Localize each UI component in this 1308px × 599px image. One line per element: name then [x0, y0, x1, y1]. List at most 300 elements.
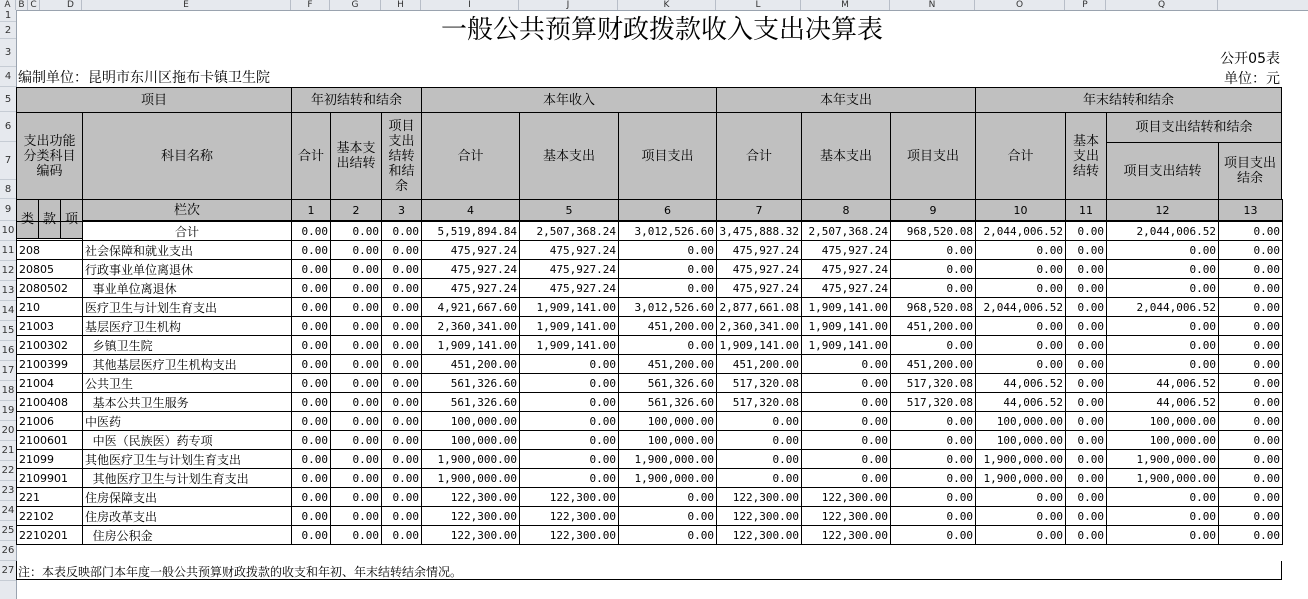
subject-name-cell[interactable]: 社会保障和就业支出	[83, 241, 292, 260]
value-cell[interactable]: 0.00	[717, 431, 802, 450]
subject-name-cell[interactable]: 事业单位离退休	[83, 279, 292, 298]
value-cell[interactable]: 1,900,000.00	[619, 450, 717, 469]
value-cell[interactable]: 968,520.08	[891, 298, 976, 317]
value-cell[interactable]: 0.00	[802, 393, 891, 412]
value-cell[interactable]: 561,326.60	[619, 374, 717, 393]
value-cell[interactable]: 0.00	[717, 412, 802, 431]
value-cell[interactable]: 0.00	[1219, 412, 1283, 431]
value-cell[interactable]: 0.00	[1219, 336, 1283, 355]
subject-code-cell[interactable]: 2100408	[17, 393, 83, 412]
value-cell[interactable]: 0.00	[891, 279, 976, 298]
value-cell[interactable]: 44,006.52	[1107, 393, 1219, 412]
value-cell[interactable]: 0.00	[1219, 374, 1283, 393]
value-cell[interactable]: 0.00	[292, 241, 331, 260]
value-cell[interactable]: 100,000.00	[619, 412, 717, 431]
column-letter[interactable]: O	[975, 0, 1065, 10]
value-cell[interactable]: 122,300.00	[422, 507, 520, 526]
subject-code-cell[interactable]: 2210201	[17, 526, 83, 545]
value-cell[interactable]: 2,044,006.52	[1107, 298, 1219, 317]
value-cell[interactable]: 0.00	[619, 260, 717, 279]
value-cell[interactable]: 0.00	[520, 393, 619, 412]
value-cell[interactable]: 1,909,141.00	[717, 336, 802, 355]
value-cell[interactable]: 0.00	[331, 450, 382, 469]
subject-code-cell[interactable]: 221	[17, 488, 83, 507]
subject-code-cell[interactable]: 2080502	[17, 279, 83, 298]
value-cell[interactable]: 122,300.00	[520, 507, 619, 526]
row-number[interactable]: 16	[0, 341, 16, 361]
value-cell[interactable]: 2,877,661.08	[717, 298, 802, 317]
value-cell[interactable]: 475,927.24	[422, 260, 520, 279]
value-cell[interactable]: 0.00	[292, 412, 331, 431]
value-cell[interactable]: 0.00	[1066, 488, 1107, 507]
row-number[interactable]: 8	[0, 180, 16, 199]
value-cell[interactable]: 475,927.24	[422, 241, 520, 260]
value-cell[interactable]: 1,909,141.00	[520, 317, 619, 336]
value-cell[interactable]: 0.00	[619, 241, 717, 260]
value-cell[interactable]: 0.00	[976, 526, 1066, 545]
value-cell[interactable]: 0.00	[1066, 374, 1107, 393]
value-cell[interactable]: 0.00	[1219, 469, 1283, 488]
value-cell[interactable]: 561,326.60	[422, 393, 520, 412]
column-letter[interactable]: N	[890, 0, 975, 10]
subject-name-cell[interactable]: 住房改革支出	[83, 507, 292, 526]
value-cell[interactable]: 1,900,000.00	[422, 450, 520, 469]
value-cell[interactable]: 0.00	[1219, 355, 1283, 374]
value-cell[interactable]: 0.00	[891, 450, 976, 469]
subject-code-cell[interactable]: 2109901	[17, 469, 83, 488]
value-cell[interactable]: 0.00	[331, 374, 382, 393]
value-cell[interactable]: 0.00	[382, 526, 422, 545]
value-cell[interactable]: 0.00	[331, 393, 382, 412]
subject-code-cell[interactable]: 20805	[17, 260, 83, 279]
value-cell[interactable]: 0.00	[292, 488, 331, 507]
row-number[interactable]: 20	[0, 421, 16, 441]
value-cell[interactable]: 0.00	[292, 431, 331, 450]
value-cell[interactable]: 0.00	[331, 488, 382, 507]
row-number[interactable]: 4	[0, 67, 16, 87]
value-cell[interactable]: 3,012,526.60	[619, 298, 717, 317]
value-cell[interactable]: 122,300.00	[802, 526, 891, 545]
column-letter[interactable]: J	[519, 0, 618, 10]
subject-name-cell[interactable]: 公共卫生	[83, 374, 292, 393]
column-letter[interactable]: L	[716, 0, 801, 10]
value-cell[interactable]: 44,006.52	[1107, 374, 1219, 393]
value-cell[interactable]: 0.00	[1066, 450, 1107, 469]
value-cell[interactable]: 451,200.00	[891, 317, 976, 336]
subject-code-cell[interactable]: 208	[17, 241, 83, 260]
value-cell[interactable]: 0.00	[520, 431, 619, 450]
subject-name-cell[interactable]: 行政事业单位离退休	[83, 260, 292, 279]
value-cell[interactable]: 451,200.00	[422, 355, 520, 374]
value-cell[interactable]: 0.00	[292, 355, 331, 374]
row-number[interactable]: 5	[0, 87, 16, 112]
value-cell[interactable]: 0.00	[891, 412, 976, 431]
value-cell[interactable]: 2,044,006.52	[976, 222, 1066, 241]
value-cell[interactable]: 0.00	[1219, 393, 1283, 412]
subject-name-cell[interactable]: 住房公积金	[83, 526, 292, 545]
value-cell[interactable]: 0.00	[976, 507, 1066, 526]
value-cell[interactable]: 517,320.08	[891, 374, 976, 393]
value-cell[interactable]: 517,320.08	[891, 393, 976, 412]
value-cell[interactable]: 1,909,141.00	[802, 336, 891, 355]
value-cell[interactable]: 3,475,888.32	[717, 222, 802, 241]
value-cell[interactable]: 0.00	[382, 469, 422, 488]
value-cell[interactable]: 122,300.00	[717, 488, 802, 507]
value-cell[interactable]: 475,927.24	[717, 279, 802, 298]
value-cell[interactable]: 0.00	[1066, 526, 1107, 545]
subject-code-cell[interactable]: 21004	[17, 374, 83, 393]
value-cell[interactable]: 0.00	[331, 431, 382, 450]
value-cell[interactable]: 968,520.08	[891, 222, 976, 241]
value-cell[interactable]: 0.00	[382, 374, 422, 393]
value-cell[interactable]: 5,519,894.84	[422, 222, 520, 241]
value-cell[interactable]: 0.00	[382, 507, 422, 526]
subject-name-cell[interactable]: 乡镇卫生院	[83, 336, 292, 355]
value-cell[interactable]: 0.00	[619, 336, 717, 355]
value-cell[interactable]: 0.00	[1107, 336, 1219, 355]
value-cell[interactable]: 3,012,526.60	[619, 222, 717, 241]
value-cell[interactable]: 122,300.00	[802, 488, 891, 507]
value-cell[interactable]: 0.00	[292, 317, 331, 336]
subject-code-cell[interactable]: 2100399	[17, 355, 83, 374]
value-cell[interactable]: 0.00	[1066, 336, 1107, 355]
value-cell[interactable]: 0.00	[1066, 393, 1107, 412]
subject-name-cell[interactable]: 合计	[83, 222, 292, 241]
value-cell[interactable]: 0.00	[891, 507, 976, 526]
value-cell[interactable]: 2,360,341.00	[422, 317, 520, 336]
row-number[interactable]: 1	[0, 10, 16, 22]
value-cell[interactable]: 0.00	[520, 450, 619, 469]
subject-name-cell[interactable]: 基层医疗卫生机构	[83, 317, 292, 336]
value-cell[interactable]: 517,320.08	[717, 393, 802, 412]
value-cell[interactable]: 475,927.24	[717, 260, 802, 279]
subject-name-cell[interactable]: 其他医疗卫生与计划生育支出	[83, 450, 292, 469]
subject-code-cell[interactable]	[17, 222, 83, 241]
value-cell[interactable]: 100,000.00	[1107, 412, 1219, 431]
value-cell[interactable]: 0.00	[331, 298, 382, 317]
value-cell[interactable]: 0.00	[802, 469, 891, 488]
value-cell[interactable]: 0.00	[1107, 317, 1219, 336]
value-cell[interactable]: 0.00	[1066, 507, 1107, 526]
column-letter[interactable]: A	[0, 0, 16, 10]
value-cell[interactable]: 0.00	[1219, 526, 1283, 545]
value-cell[interactable]: 0.00	[802, 431, 891, 450]
value-cell[interactable]: 0.00	[1066, 317, 1107, 336]
row-number[interactable]: 22	[0, 461, 16, 481]
value-cell[interactable]: 4,921,667.60	[422, 298, 520, 317]
subject-name-cell[interactable]: 其他医疗卫生与计划生育支出	[83, 469, 292, 488]
value-cell[interactable]: 0.00	[331, 279, 382, 298]
value-cell[interactable]: 1,909,141.00	[520, 298, 619, 317]
value-cell[interactable]: 0.00	[382, 298, 422, 317]
value-cell[interactable]: 100,000.00	[619, 431, 717, 450]
value-cell[interactable]: 0.00	[1066, 279, 1107, 298]
subject-name-cell[interactable]: 住房保障支出	[83, 488, 292, 507]
row-number[interactable]: 21	[0, 441, 16, 461]
column-letter[interactable]: D	[60, 0, 82, 10]
column-letter[interactable]: K	[618, 0, 716, 10]
value-cell[interactable]: 0.00	[802, 412, 891, 431]
value-cell[interactable]: 451,200.00	[891, 355, 976, 374]
column-letter[interactable]: I	[421, 0, 519, 10]
value-cell[interactable]: 0.00	[717, 450, 802, 469]
value-cell[interactable]: 0.00	[292, 450, 331, 469]
value-cell[interactable]: 0.00	[1066, 355, 1107, 374]
value-cell[interactable]: 0.00	[1219, 317, 1283, 336]
value-cell[interactable]: 100,000.00	[422, 431, 520, 450]
value-cell[interactable]: 0.00	[382, 317, 422, 336]
value-cell[interactable]: 2,507,368.24	[802, 222, 891, 241]
value-cell[interactable]: 0.00	[717, 469, 802, 488]
value-cell[interactable]: 0.00	[976, 488, 1066, 507]
value-cell[interactable]: 0.00	[976, 279, 1066, 298]
value-cell[interactable]: 1,909,141.00	[422, 336, 520, 355]
value-cell[interactable]: 0.00	[802, 355, 891, 374]
value-cell[interactable]: 475,927.24	[802, 279, 891, 298]
value-cell[interactable]: 0.00	[292, 298, 331, 317]
value-cell[interactable]: 0.00	[382, 488, 422, 507]
value-cell[interactable]: 0.00	[1066, 222, 1107, 241]
value-cell[interactable]: 0.00	[292, 526, 331, 545]
column-letter[interactable]: F	[291, 0, 330, 10]
value-cell[interactable]: 0.00	[619, 507, 717, 526]
value-cell[interactable]: 0.00	[331, 317, 382, 336]
row-number[interactable]: 23	[0, 481, 16, 501]
row-number[interactable]: 19	[0, 401, 16, 421]
value-cell[interactable]: 0.00	[1107, 355, 1219, 374]
subject-code-cell[interactable]: 21003	[17, 317, 83, 336]
subject-code-cell[interactable]: 2100302	[17, 336, 83, 355]
value-cell[interactable]: 451,200.00	[717, 355, 802, 374]
value-cell[interactable]: 0.00	[1107, 488, 1219, 507]
subject-name-cell[interactable]: 中医药	[83, 412, 292, 431]
column-letter[interactable]: P	[1065, 0, 1106, 10]
value-cell[interactable]: 475,927.24	[717, 241, 802, 260]
column-letter[interactable]: G	[330, 0, 381, 10]
value-cell[interactable]: 0.00	[976, 317, 1066, 336]
row-number[interactable]: 14	[0, 301, 16, 321]
value-cell[interactable]: 0.00	[976, 260, 1066, 279]
value-cell[interactable]: 0.00	[331, 222, 382, 241]
row-number[interactable]: 17	[0, 361, 16, 381]
value-cell[interactable]: 0.00	[292, 222, 331, 241]
value-cell[interactable]: 561,326.60	[422, 374, 520, 393]
row-number[interactable]: 25	[0, 521, 16, 541]
value-cell[interactable]: 0.00	[619, 279, 717, 298]
value-cell[interactable]: 0.00	[331, 241, 382, 260]
row-number[interactable]: 18	[0, 381, 16, 401]
value-cell[interactable]: 0.00	[1219, 431, 1283, 450]
value-cell[interactable]: 2,044,006.52	[976, 298, 1066, 317]
column-letter[interactable]: B	[16, 0, 28, 10]
value-cell[interactable]: 0.00	[331, 260, 382, 279]
value-cell[interactable]: 475,927.24	[422, 279, 520, 298]
value-cell[interactable]: 0.00	[382, 412, 422, 431]
row-number[interactable]: 10	[0, 221, 16, 241]
value-cell[interactable]: 0.00	[1219, 260, 1283, 279]
value-cell[interactable]: 0.00	[619, 526, 717, 545]
row-number[interactable]: 2	[0, 22, 16, 39]
value-cell[interactable]: 1,909,141.00	[802, 298, 891, 317]
value-cell[interactable]: 0.00	[382, 355, 422, 374]
row-number[interactable]: 27	[0, 561, 16, 581]
value-cell[interactable]: 0.00	[292, 374, 331, 393]
value-cell[interactable]: 0.00	[976, 241, 1066, 260]
row-number[interactable]: 6	[0, 112, 16, 142]
value-cell[interactable]: 475,927.24	[520, 260, 619, 279]
value-cell[interactable]: 1,909,141.00	[520, 336, 619, 355]
value-cell[interactable]: 0.00	[619, 488, 717, 507]
value-cell[interactable]: 0.00	[1066, 298, 1107, 317]
value-cell[interactable]: 0.00	[292, 336, 331, 355]
value-cell[interactable]: 1,900,000.00	[619, 469, 717, 488]
value-cell[interactable]: 0.00	[891, 336, 976, 355]
subject-code-cell[interactable]: 21099	[17, 450, 83, 469]
value-cell[interactable]: 0.00	[520, 412, 619, 431]
row-number[interactable]: 11	[0, 241, 16, 261]
value-cell[interactable]: 0.00	[1219, 279, 1283, 298]
value-cell[interactable]: 0.00	[1066, 469, 1107, 488]
value-cell[interactable]: 0.00	[1107, 507, 1219, 526]
value-cell[interactable]: 0.00	[382, 260, 422, 279]
row-number[interactable]: 7	[0, 142, 16, 180]
value-cell[interactable]: 0.00	[802, 450, 891, 469]
subject-code-cell[interactable]: 210	[17, 298, 83, 317]
row-number[interactable]: 24	[0, 501, 16, 521]
value-cell[interactable]: 0.00	[292, 260, 331, 279]
value-cell[interactable]: 0.00	[1107, 279, 1219, 298]
value-cell[interactable]: 0.00	[331, 412, 382, 431]
value-cell[interactable]: 475,927.24	[802, 241, 891, 260]
value-cell[interactable]: 44,006.52	[976, 374, 1066, 393]
value-cell[interactable]: 0.00	[1107, 526, 1219, 545]
value-cell[interactable]: 0.00	[891, 260, 976, 279]
subject-name-cell[interactable]: 其他基层医疗卫生机构支出	[83, 355, 292, 374]
value-cell[interactable]: 122,300.00	[520, 526, 619, 545]
value-cell[interactable]: 0.00	[292, 469, 331, 488]
value-cell[interactable]: 451,200.00	[619, 355, 717, 374]
value-cell[interactable]: 0.00	[382, 241, 422, 260]
column-letter[interactable]: M	[801, 0, 890, 10]
value-cell[interactable]: 100,000.00	[976, 412, 1066, 431]
value-cell[interactable]: 0.00	[382, 279, 422, 298]
value-cell[interactable]: 0.00	[802, 374, 891, 393]
value-cell[interactable]: 0.00	[331, 526, 382, 545]
value-cell[interactable]: 100,000.00	[422, 412, 520, 431]
value-cell[interactable]: 0.00	[891, 469, 976, 488]
value-cell[interactable]: 0.00	[331, 507, 382, 526]
value-cell[interactable]: 0.00	[1219, 488, 1283, 507]
subject-code-cell[interactable]: 22102	[17, 507, 83, 526]
value-cell[interactable]: 1,909,141.00	[802, 317, 891, 336]
value-cell[interactable]: 0.00	[292, 279, 331, 298]
value-cell[interactable]: 0.00	[1219, 222, 1283, 241]
value-cell[interactable]: 1,900,000.00	[1107, 450, 1219, 469]
value-cell[interactable]: 1,900,000.00	[1107, 469, 1219, 488]
value-cell[interactable]: 122,300.00	[717, 526, 802, 545]
value-cell[interactable]: 0.00	[976, 336, 1066, 355]
value-cell[interactable]: 0.00	[382, 431, 422, 450]
value-cell[interactable]: 517,320.08	[717, 374, 802, 393]
column-letter[interactable]: E	[82, 0, 291, 10]
row-number[interactable]: 26	[0, 541, 16, 561]
value-cell[interactable]: 44,006.52	[976, 393, 1066, 412]
value-cell[interactable]: 451,200.00	[619, 317, 717, 336]
value-cell[interactable]: 0.00	[891, 526, 976, 545]
value-cell[interactable]: 0.00	[976, 355, 1066, 374]
row-number[interactable]: 12	[0, 261, 16, 281]
value-cell[interactable]: 0.00	[382, 336, 422, 355]
value-cell[interactable]: 0.00	[520, 469, 619, 488]
value-cell[interactable]: 0.00	[1066, 431, 1107, 450]
value-cell[interactable]: 100,000.00	[1107, 431, 1219, 450]
value-cell[interactable]: 0.00	[1219, 450, 1283, 469]
value-cell[interactable]: 0.00	[292, 507, 331, 526]
column-letter[interactable]: Q	[1106, 0, 1218, 10]
value-cell[interactable]: 1,900,000.00	[976, 450, 1066, 469]
value-cell[interactable]: 0.00	[382, 450, 422, 469]
column-letter[interactable]: C	[28, 0, 40, 10]
value-cell[interactable]: 0.00	[1066, 241, 1107, 260]
value-cell[interactable]: 100,000.00	[976, 431, 1066, 450]
subject-name-cell[interactable]: 医疗卫生与计划生育支出	[83, 298, 292, 317]
value-cell[interactable]: 2,360,341.00	[717, 317, 802, 336]
value-cell[interactable]: 0.00	[1066, 412, 1107, 431]
subject-name-cell[interactable]: 基本公共卫生服务	[83, 393, 292, 412]
value-cell[interactable]: 0.00	[292, 393, 331, 412]
value-cell[interactable]: 0.00	[1066, 260, 1107, 279]
value-cell[interactable]: 0.00	[891, 241, 976, 260]
value-cell[interactable]: 475,927.24	[520, 279, 619, 298]
value-cell[interactable]: 122,300.00	[422, 526, 520, 545]
value-cell[interactable]: 0.00	[520, 374, 619, 393]
value-cell[interactable]: 0.00	[382, 393, 422, 412]
subject-code-cell[interactable]: 21006	[17, 412, 83, 431]
value-cell[interactable]: 0.00	[520, 355, 619, 374]
value-cell[interactable]: 475,927.24	[520, 241, 619, 260]
value-cell[interactable]: 2,044,006.52	[1107, 222, 1219, 241]
value-cell[interactable]: 0.00	[891, 488, 976, 507]
value-cell[interactable]: 2,507,368.24	[520, 222, 619, 241]
row-number[interactable]: 9	[0, 199, 16, 221]
table-row	[17, 431, 1283, 450]
row-number[interactable]: 15	[0, 321, 16, 341]
value-cell[interactable]: 122,300.00	[520, 488, 619, 507]
value-cell[interactable]: 0.00	[331, 469, 382, 488]
value-cell[interactable]: 0.00	[331, 336, 382, 355]
value-cell[interactable]: 0.00	[382, 222, 422, 241]
value-cell[interactable]: 0.00	[1219, 507, 1283, 526]
value-cell[interactable]: 0.00	[1219, 241, 1283, 260]
value-cell[interactable]: 122,300.00	[422, 488, 520, 507]
value-cell[interactable]: 561,326.60	[619, 393, 717, 412]
value-cell[interactable]: 0.00	[1219, 298, 1283, 317]
value-cell[interactable]: 0.00	[1107, 241, 1219, 260]
row-number[interactable]: 3	[0, 39, 16, 67]
subject-code-cell[interactable]: 2100601	[17, 431, 83, 450]
subject-name-cell[interactable]: 中医（民族医）药专项	[83, 431, 292, 450]
value-cell[interactable]: 122,300.00	[802, 507, 891, 526]
row-number[interactable]: 13	[0, 281, 16, 301]
value-cell[interactable]: 0.00	[1107, 260, 1219, 279]
value-cell[interactable]: 122,300.00	[717, 507, 802, 526]
value-cell[interactable]: 1,900,000.00	[422, 469, 520, 488]
value-cell[interactable]: 0.00	[891, 431, 976, 450]
column-letter[interactable]: H	[381, 0, 421, 10]
value-cell[interactable]: 1,900,000.00	[976, 469, 1066, 488]
value-cell[interactable]: 475,927.24	[802, 260, 891, 279]
value-cell[interactable]: 0.00	[331, 355, 382, 374]
